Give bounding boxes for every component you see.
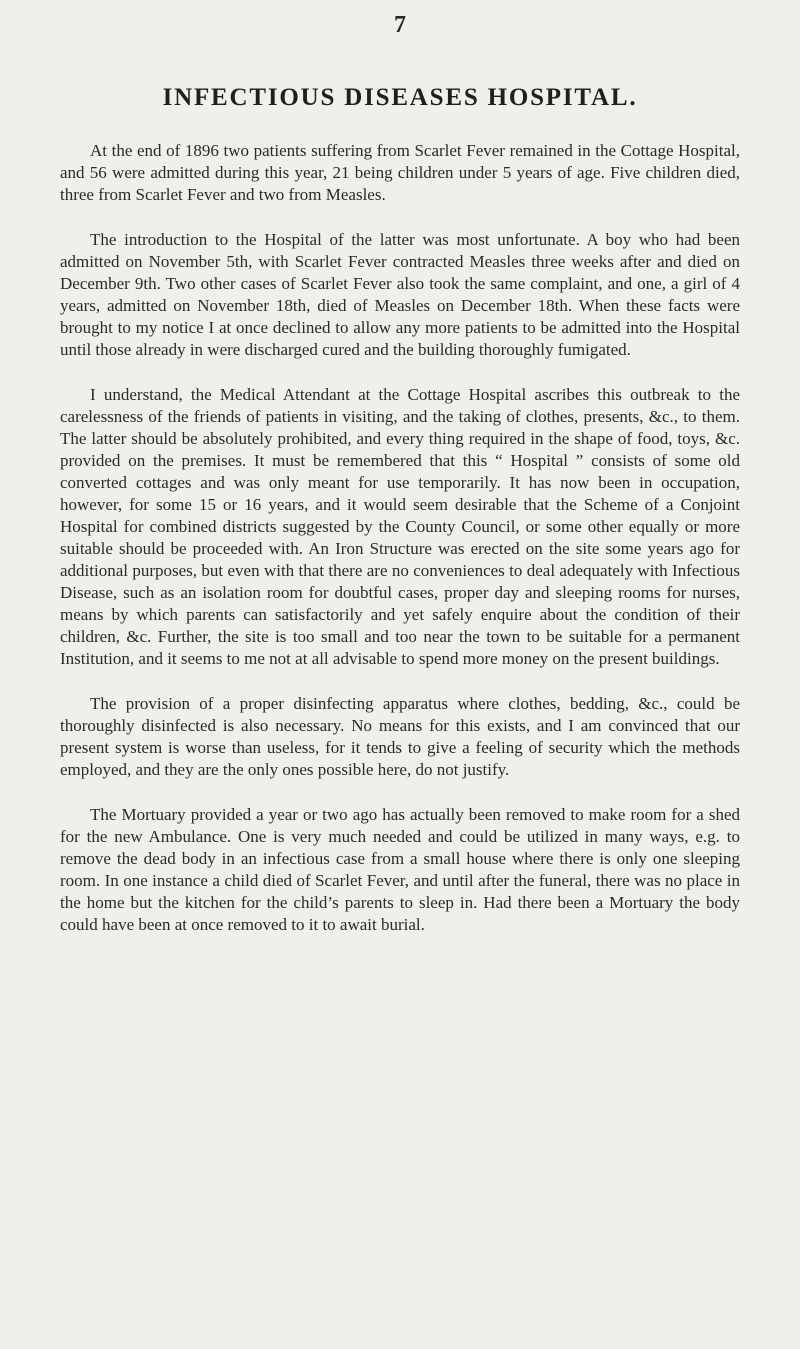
page-number: 7 bbox=[394, 12, 406, 38]
paragraph-3: I understand, the Medical Attendant at the Cottage Hospital ascribes this outbreak to the carelessness of the friends of patients in visiting, and the taking of clothes, presents, &c., to them. The latter should be absolutely prohibited, and every thing required in the shape of food, toys, &c. provided on the premises. It must be remembered that this “ Hospital ” consists of some old converted cottages and was only meant for use temporarily. It has now been in occupation, however, for some 15 or 16 years, and it would seem desirable that the Scheme of a Conjoint Hospital for combined districts suggested by the County Council, or some other equally or more suitable should be proceeded with. An Iron Structure was erected on the site some years ago for additional purposes, but even with that there are no conveniences to deal adequately with Infectious Disease, such as an isolation room for doubtful cases, proper day and sleeping rooms for nurses, means by which parents can satisfactorily and yet safely enquire about the condition of their children, &c. Further, the site is too small and too near the town to be suitable for a permanent Institution, and it seems to me not at all advisable to spend more money on the present buildings. bbox=[60, 385, 740, 668]
page-title: INFECTIOUS DISEASES HOSPITAL. bbox=[162, 84, 638, 111]
paragraph-4: The provision of a proper disinfecting apparatus where clothes, bedding, &c., could be thoroughly disinfected is also necessary. No means for this exists, and I am convinced that our present system is worse than useless, for it tends to give a feeling of security which the methods employed, and they are the only ones possible here, do not justify. bbox=[60, 694, 740, 779]
paragraph-2: The introduction to the Hospital of the latter was most unfortunate. A boy who had been admitted on November 5th, with Scarlet Fever contracted Measles three weeks after and died on December 9th. Two other cases of Scarlet Fever also took the same complaint, and one, a girl of 4 years, admitted on November 18th, died of Measles on December 18th. When these facts were brought to my notice I at once declined to allow any more patients to be admitted into the Hospital until those already in were discharged cured and the building thoroughly fumigated. bbox=[60, 230, 740, 359]
paragraph-1: At the end of 1896 two patients suffering from Scarlet Fever remained in the Cottage Hospital, and 56 were admitted during this year, 21 being children under 5 years of age. Five children died, three from Scarlet Fever and two from Measles. bbox=[60, 141, 740, 204]
body-text bbox=[60, 140, 740, 936]
paragraph-5: The Mortuary provided a year or two ago has actually been removed to make room for a shed for the new Ambulance. One is very much needed and could be utilized in many ways, e.g. to remove the dead body in an infectious case from a small house where there is only one sleeping room. In one instance a child died of Scarlet Fever, and until after the funeral, there was no place in the home but the kitchen for the child’s parents to sleep in. Had there been a Mortuary the body could have been at once removed to it to await burial. bbox=[60, 805, 740, 934]
